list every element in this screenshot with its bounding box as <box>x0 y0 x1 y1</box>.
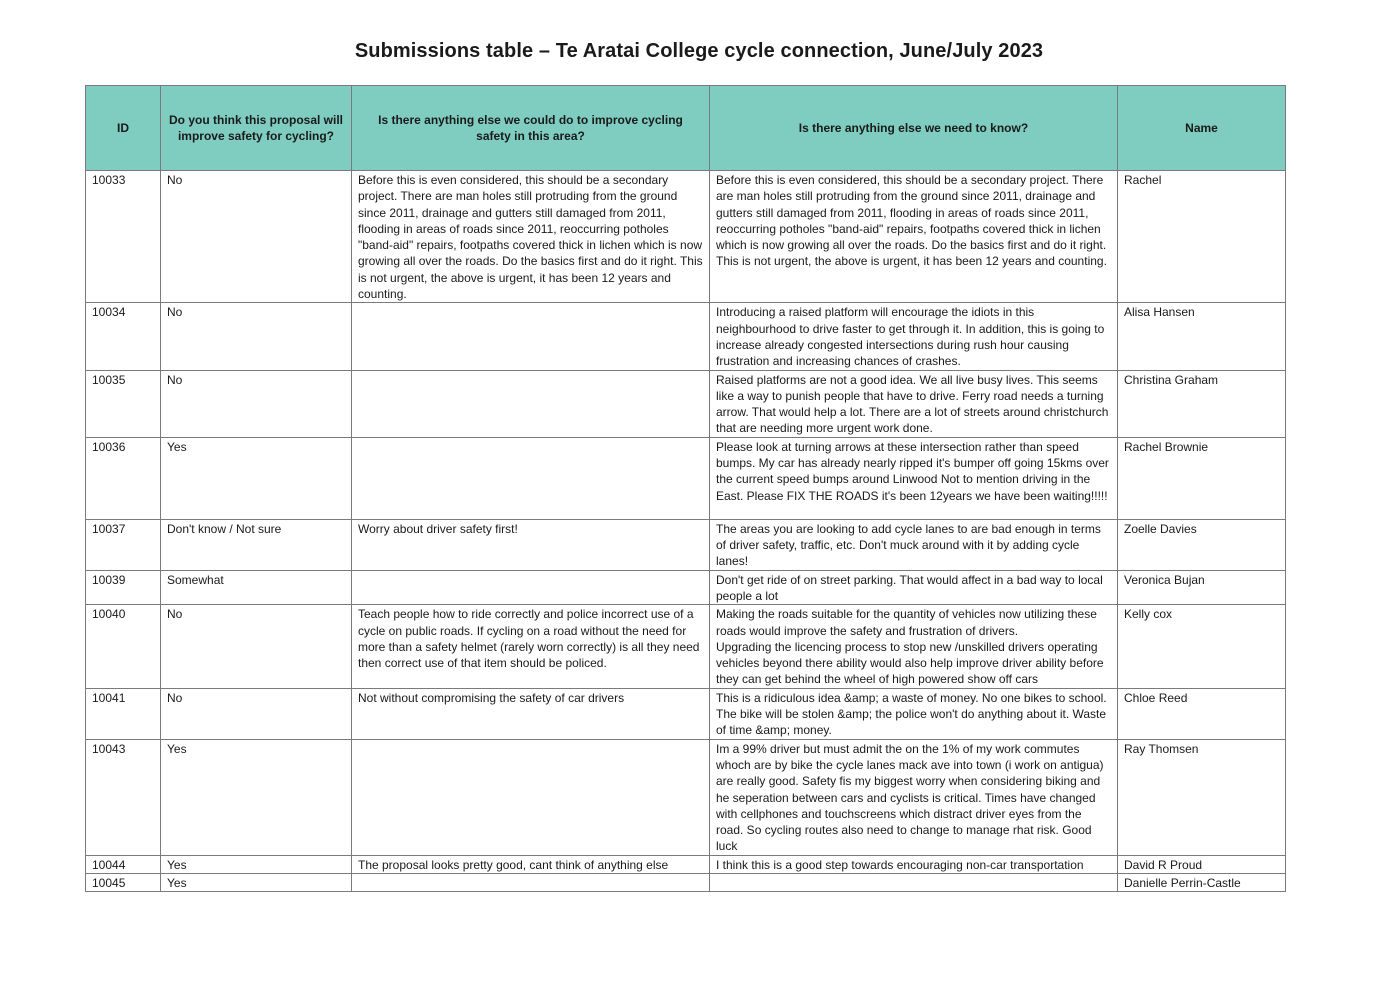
cell-name: Rachel <box>1118 171 1286 303</box>
cell-name: Ray Thomsen <box>1118 739 1286 855</box>
cell-id: 10044 <box>86 855 161 873</box>
cell-id: 10034 <box>86 303 161 370</box>
cell-id: 10040 <box>86 605 161 688</box>
cell-name: Kelly cox <box>1118 605 1286 688</box>
cell-improve: Yes <box>161 739 352 855</box>
header-need-to-know: Is there anything else we need to know? <box>710 86 1118 171</box>
cell-improve: No <box>161 370 352 437</box>
cell-improve: Yes <box>161 873 352 891</box>
cell-name: David R Proud <box>1118 855 1286 873</box>
cell-improve: No <box>161 605 352 688</box>
header-id: ID <box>86 86 161 171</box>
table-row <box>86 370 1286 437</box>
cell-anything-else: Not without compromising the safety of car drivers <box>352 688 710 739</box>
cell-need-to-know: The areas you are looking to add cycle lanes to are bad enough in terms of driver safety, traffic, etc. Don't muck around with it by adding cycle lanes! <box>710 519 1118 570</box>
table-row <box>86 171 1286 303</box>
table-row <box>86 688 1286 739</box>
cell-id: 10035 <box>86 370 161 437</box>
header-improve-safety: Do you think this proposal will improve safety for cycling? <box>161 86 352 171</box>
cell-anything-else: Worry about driver safety first! <box>352 519 710 570</box>
cell-name: Veronica Bujan <box>1118 570 1286 605</box>
cell-id: 10039 <box>86 570 161 605</box>
cell-name: Chloe Reed <box>1118 688 1286 739</box>
cell-anything-else <box>352 739 710 855</box>
cell-id: 10045 <box>86 873 161 891</box>
cell-need-to-know: This is a ridiculous idea &amp; a waste of money. No one bikes to school. The bike will be stolen &amp; the police won't do anything about it. Waste of time &amp; money. <box>710 688 1118 739</box>
table-row <box>86 739 1286 855</box>
cell-anything-else <box>352 570 710 605</box>
cell-need-to-know: Don't get ride of on street parking. That would affect in a bad way to local people a lot <box>710 570 1118 605</box>
cell-name: Zoelle Davies <box>1118 519 1286 570</box>
cell-improve: Don't know / Not sure <box>161 519 352 570</box>
cell-anything-else <box>352 303 710 370</box>
cell-anything-else: Before this is even considered, this should be a secondary project. There are man holes still protruding from the ground since 2011, drainage and gutters still damaged from 2011, flooding in areas of roads since 2011, reoccurring potholes "band-aid" repairs, footpaths covered thick in lichen which is now growing all over the roads. Do the basics first and do it right. This is not urgent, the above is urgent, it has been 12 years and counting. <box>352 171 710 303</box>
cell-id: 10041 <box>86 688 161 739</box>
cell-id: 10036 <box>86 437 161 519</box>
cell-need-to-know: Before this is even considered, this should be a secondary project. There are man holes still protruding from the ground since 2011, drainage and gutters still damaged from 2011, flooding in areas of roads since 2011, reoccurring potholes "band-aid" repairs, footpaths covered thick in lichen which is now growing all over the roads. Do the basics first and do it right. This is not urgent, the above is urgent, it has been 12 years and counting. <box>710 171 1118 303</box>
cell-improve: Yes <box>161 855 352 873</box>
cell-id: 10043 <box>86 739 161 855</box>
page-title: Submissions table – Te Aratai College cycle connection, June/July 2023 <box>354 40 1044 62</box>
table-row <box>86 855 1286 873</box>
table-row <box>86 605 1286 688</box>
cell-improve: No <box>161 303 352 370</box>
cell-improve: No <box>161 171 352 303</box>
cell-need-to-know <box>710 873 1118 891</box>
cell-improve: Yes <box>161 437 352 519</box>
cell-anything-else <box>352 370 710 437</box>
cell-id: 10037 <box>86 519 161 570</box>
cell-id: 10033 <box>86 171 161 303</box>
cell-name: Danielle Perrin-Castle <box>1118 873 1286 891</box>
table-row <box>86 437 1286 519</box>
cell-anything-else: Teach people how to ride correctly and police incorrect use of a cycle on public roads. If cycling on a road without the need for more than a safety helmet (rarely worn correctly) is all they need then correct use of that item should be policed. <box>352 605 710 688</box>
cell-need-to-know: Im a 99% driver but must admit the on the 1% of my work commutes whoch are by bike the cycle lanes mack ave into town (i work on antigua) are really good. Safety fis my biggest worry when considering biking and he seperation between cars and cyclists is critical. Times have changed with cellphones and touchscreens which distract driver eyes from the road. So cycling routes also need to change to manage rhat risk. Good luck <box>710 739 1118 855</box>
cell-anything-else: The proposal looks pretty good, cant think of anything else <box>352 855 710 873</box>
cell-need-to-know: I think this is a good step towards encouraging non-car transportation <box>710 855 1118 873</box>
cell-name: Rachel Brownie <box>1118 437 1286 519</box>
cell-need-to-know: Raised platforms are not a good idea. We all live busy lives. This seems like a way to punish people that have to drive. Ferry road needs a turning arrow. That would help a lot. There are a lot of streets around christchurch that are needing more urgent work done. <box>710 370 1118 437</box>
table-row <box>86 873 1286 891</box>
cell-need-to-know: Making the roads suitable for the quantity of vehicles now utilizing these roads would improve the safety and frustration of drivers. Upgrading the licencing process to stop new /unskilled drivers operating vehicles beyond there ability would also help improve driver ability before they can get behind the wheel of high powered show off cars <box>710 605 1118 688</box>
header-row <box>86 86 1286 171</box>
cell-anything-else <box>352 873 710 891</box>
table-row <box>86 570 1286 605</box>
table-row <box>86 519 1286 570</box>
cell-need-to-know: Introducing a raised platform will encourage the idiots in this neighbourhood to drive faster to get through it. In addition, this is going to increase already congested intersections during rush hour causing frustration and increasing chances of crashes. <box>710 303 1118 370</box>
cell-name: Christina Graham <box>1118 370 1286 437</box>
cell-improve: Somewhat <box>161 570 352 605</box>
table-row <box>86 303 1286 370</box>
header-anything-else: Is there anything else we could do to improve cycling safety in this area? <box>352 86 710 171</box>
cell-need-to-know: Please look at turning arrows at these intersection rather than speed bumps. My car has already nearly ripped it's bumper off going 15kms over the current speed bumps around Linwood Not to mention driving in the East. Please FIX THE ROADS it's been 12years we have been waiting!!!!! <box>710 437 1118 519</box>
header-name: Name <box>1118 86 1286 171</box>
cell-improve: No <box>161 688 352 739</box>
submissions-table <box>85 85 1286 892</box>
cell-name: Alisa Hansen <box>1118 303 1286 370</box>
cell-anything-else <box>352 437 710 519</box>
